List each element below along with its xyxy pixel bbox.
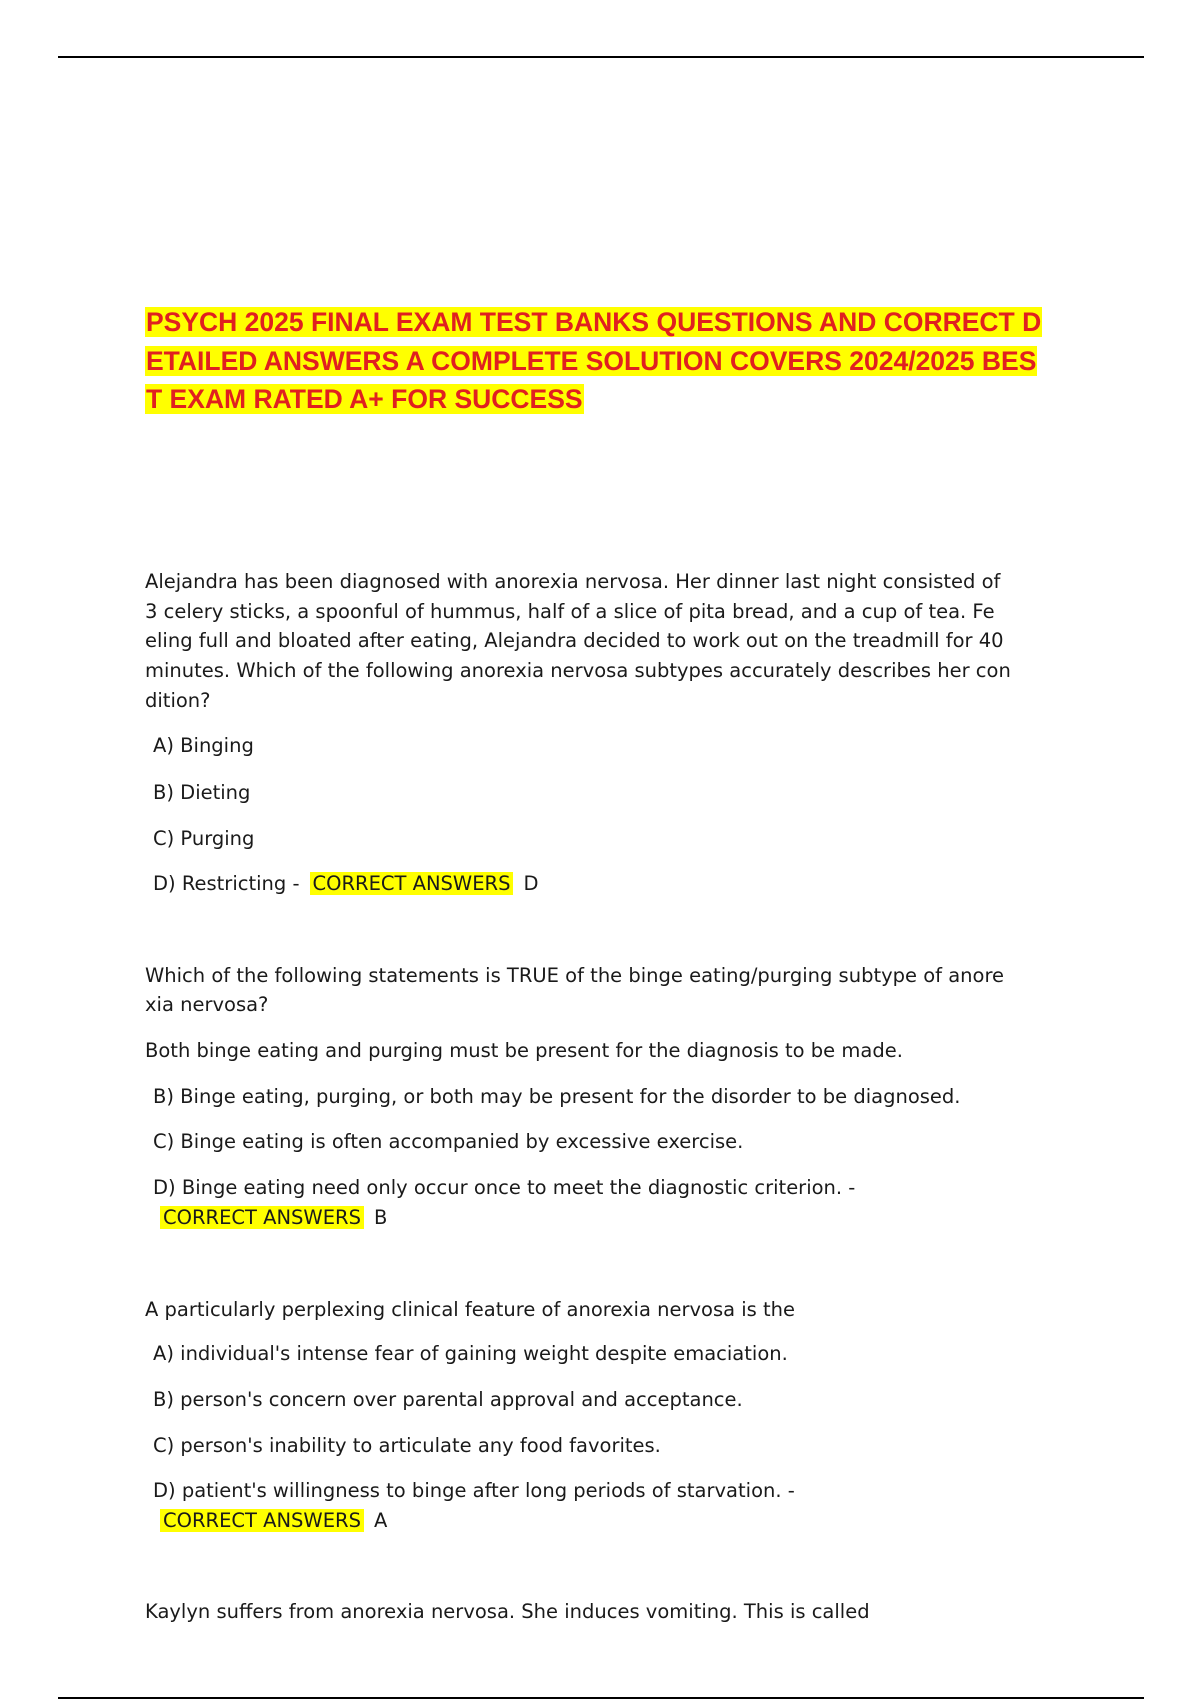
correct-answers-label: CORRECT ANSWERS <box>160 1509 364 1532</box>
correct-answers-label: CORRECT ANSWERS <box>310 872 514 895</box>
question-1-option-c: C) Purging <box>153 827 255 850</box>
title-line-3: T EXAM RATED A+ FOR SUCCESS <box>146 384 583 414</box>
question-1-option-d: D) Restricting - <box>153 872 300 895</box>
question-2-option-b: B) Binge eating, purging, or both may be present for the disorder to be diagnosed. <box>153 1085 961 1108</box>
question-1-stem-line-2: 3 celery sticks, a spoonful of hummus, half of a slice of pita bread, and a cup of tea. Fe <box>145 600 995 623</box>
correct-answer-value: A <box>373 1509 388 1532</box>
question-4-stem-line-1: Kaylyn suffers from anorexia nervosa. She induces vomiting. This is called <box>145 1600 870 1623</box>
question-3-option-b: B) person's concern over parental approval and acceptance. <box>153 1388 743 1411</box>
header-rule <box>58 56 1144 58</box>
question-1-stem-line-1: Alejandra has been diagnosed with anorexia nervosa. Her dinner last night consisted of <box>145 570 1001 593</box>
question-2-answer-row <box>160 1203 387 1233</box>
question-2-stem-line-2: xia nervosa? <box>145 993 269 1016</box>
question-3-answer-row <box>160 1506 387 1536</box>
question-2-stem-line-1: Which of the following statements is TRUE of the binge eating/purging subtype of anore <box>145 964 1005 987</box>
question-1-stem-line-3: eling full and bloated after eating, Alejandra decided to work out on the treadmill for 40 <box>145 629 1004 652</box>
question-3-stem-line-1: A particularly perplexing clinical feature of anorexia nervosa is the <box>145 1298 796 1321</box>
question-1-option-a: A) Binging <box>153 734 254 757</box>
correct-answers-label: CORRECT ANSWERS <box>160 1206 364 1229</box>
question-1-option-b: B) Dieting <box>153 781 251 804</box>
question-1-stem-line-4: minutes. Which of the following anorexia nervosa subtypes accurately describes her con <box>145 659 1011 682</box>
question-1-option-d-row <box>153 869 538 899</box>
title-line-2: ETAILED ANSWERS A COMPLETE SOLUTION COVERS 2024/2025 BES <box>146 345 1037 376</box>
footer-rule <box>58 1697 1144 1699</box>
question-2-option-a: Both binge eating and purging must be present for the diagnosis to be made. <box>145 1039 903 1062</box>
title-line-1: PSYCH 2025 FINAL EXAM TEST BANKS QUESTIONS AND CORRECT D <box>146 307 1042 337</box>
document-title <box>145 303 1065 419</box>
question-3-option-d: D) patient's willingness to binge after long periods of starvation. - <box>153 1479 795 1502</box>
question-3-option-a: A) individual's intense fear of gaining weight despite emaciation. <box>153 1342 788 1365</box>
correct-answer-value: B <box>373 1206 388 1229</box>
question-3-option-c: C) person's inability to articulate any food favorites. <box>153 1434 661 1457</box>
question-2-option-d: D) Binge eating need only occur once to meet the diagnostic criterion. - <box>153 1176 856 1199</box>
question-1-stem-line-5: dition? <box>145 689 211 712</box>
correct-answer-value: D <box>523 872 539 895</box>
question-2-option-c: C) Binge eating is often accompanied by excessive exercise. <box>153 1130 744 1153</box>
